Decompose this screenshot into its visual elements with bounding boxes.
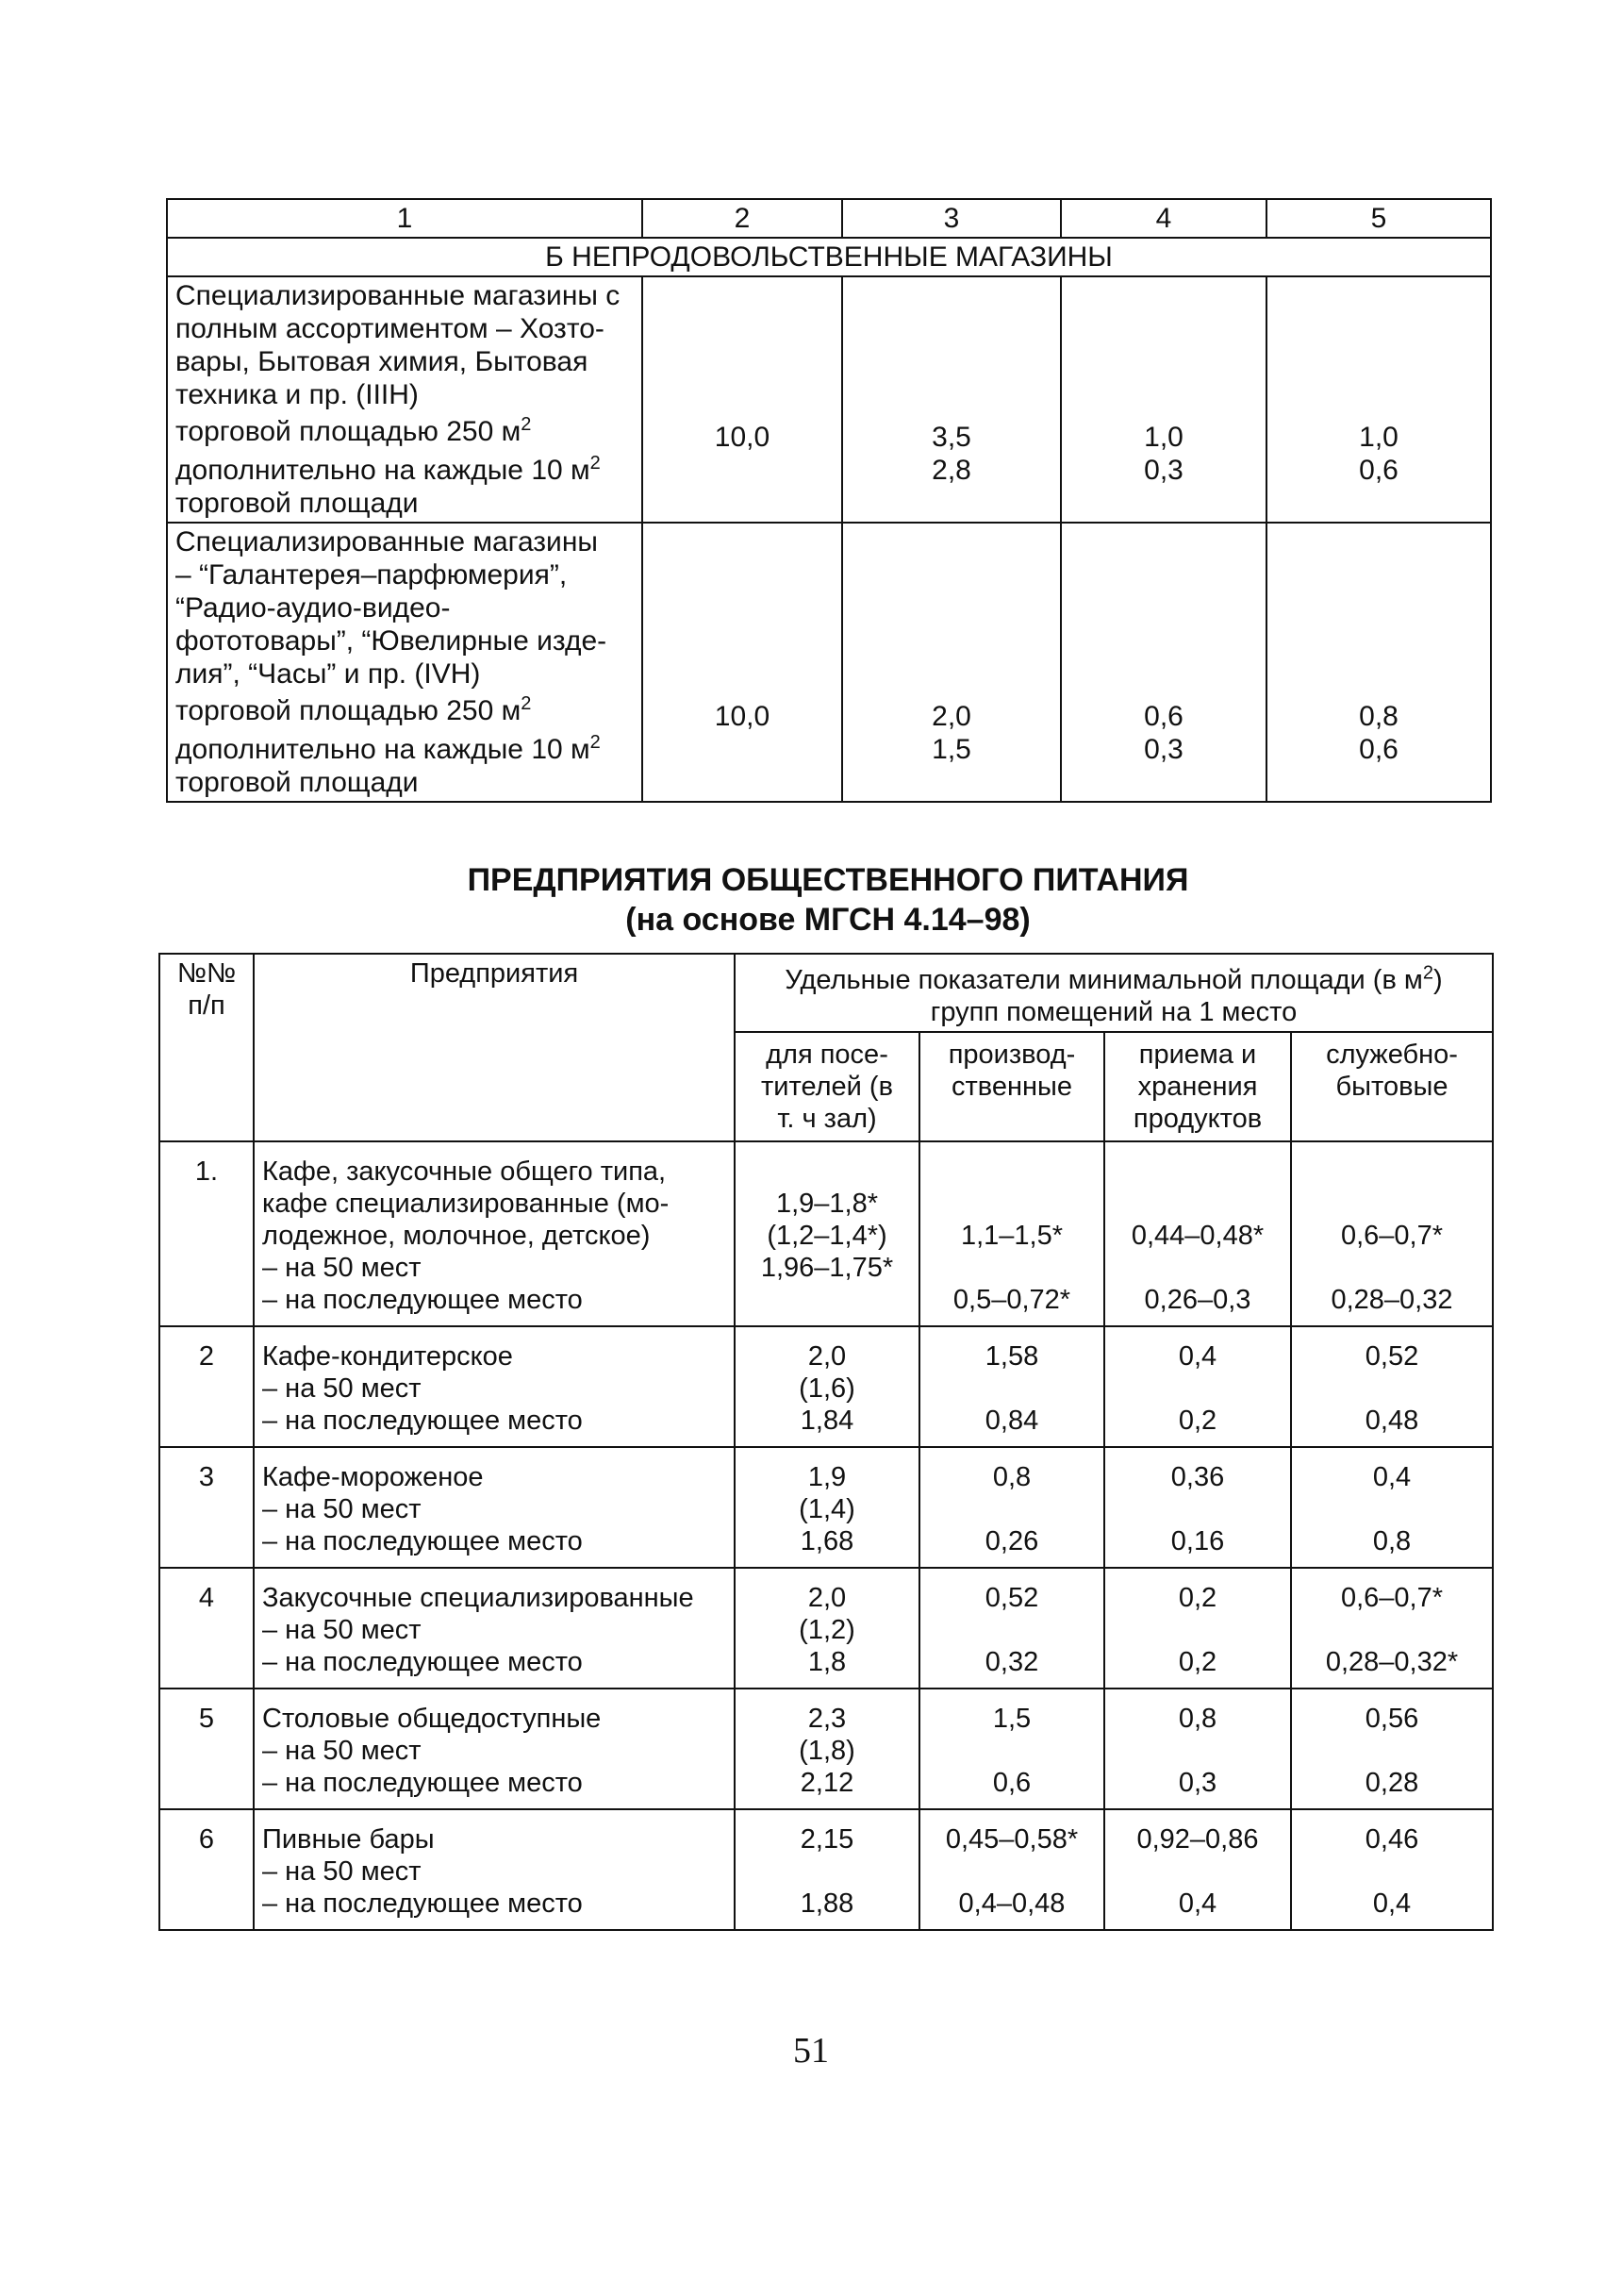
col-number: 2 [642,199,842,238]
subheader-production [919,1032,1104,1141]
value: 0,84 [985,1406,1039,1436]
value: 0,52 [1365,1341,1419,1372]
header-text: продуктов [1133,1104,1263,1134]
value: 0,8 [992,1462,1032,1492]
subheader-service [1291,1032,1493,1141]
value [743,1156,911,1188]
superscript: 2 [521,414,532,435]
production-value [919,1689,1104,1809]
value: 0,56 [1365,1704,1419,1734]
value [1299,1188,1484,1220]
value: 2,0 [932,701,971,732]
visitors-value [735,1141,919,1326]
section-title: Б НЕПРОДОВОЛЬСТВЕННЫЕ МАГАЗИНЫ [167,238,1491,276]
store-name-line: фототовары”, “Ювелирные изде- [175,625,607,657]
value [928,1493,1096,1525]
value-cell [1061,276,1266,523]
heading-subtitle: (на основе МГСН 4.14–98) [625,902,1031,938]
value: 10,0 [714,422,770,453]
store-name-line: Специализированные магазины [175,526,598,557]
value: 0,2 [1178,1583,1217,1613]
storage-value [1104,1568,1291,1689]
value: 0,44–0,48* [1131,1221,1265,1251]
value [1299,1493,1484,1525]
value: 0,3 [1144,734,1183,765]
value: 1,9–1,8* [775,1189,879,1219]
area-line: торговой площади [175,488,419,519]
col-number: 4 [1061,199,1266,238]
service-value [1291,1809,1493,1930]
store-name-line: техника и пр. (IIIН) [175,379,419,410]
value: (1,8) [799,1736,855,1766]
value: 1,0 [1359,422,1399,453]
value: 0,28 [1365,1768,1419,1798]
store-name-line: – “Галантерея–парфюмерия”, [175,559,568,591]
header-text: №№ [176,958,237,989]
subheader-storage [1104,1032,1291,1141]
name-line: Кафе-кондитерское [262,1341,513,1372]
value: 0,6 [1359,734,1399,765]
value: 0,26 [985,1526,1039,1556]
value [1113,1735,1283,1767]
service-value [1291,1689,1493,1809]
value [1299,1614,1484,1646]
area-label: дополнительно на каждые 10 м [175,734,590,765]
value: 0,8 [1372,1526,1412,1556]
value: (1,2–1,4*) [767,1221,887,1251]
value: 0,3 [1144,455,1183,486]
row-number: 1. [159,1141,254,1326]
storage-value [1104,1141,1291,1326]
value: 0,2 [1178,1406,1217,1436]
value: 0,8 [1359,701,1399,732]
header-text: служебно- [1326,1040,1458,1070]
value [1299,1373,1484,1405]
enterprise-name [254,1326,735,1447]
table-row [167,523,1491,802]
enterprise-name [254,1447,735,1568]
area-label: торговой площадью 250 м [175,695,521,726]
value [928,1373,1096,1405]
section-heading [166,860,1490,940]
area-line [175,454,634,487]
value [1113,1252,1283,1284]
row-number: 6 [159,1809,254,1930]
value [928,1252,1096,1284]
value: (1,2) [799,1615,855,1645]
name-line: – на 50 мест [262,1253,422,1283]
header-text: т. ч зал) [777,1104,877,1134]
value: 2,3 [807,1704,847,1734]
superscript: 2 [589,732,601,753]
value: 0,4–0,48 [958,1888,1066,1919]
visitors-value [735,1689,919,1809]
enterprise-name [254,1568,735,1689]
header-text: хранения [1137,1072,1258,1102]
heading-title: ПРЕДПРИЯТИЯ ОБЩЕСТВЕННОГО ПИТАНИЯ [467,862,1189,898]
value: 1,96–1,75* [760,1253,894,1283]
production-value [919,1447,1104,1568]
value: 0,45–0,58* [945,1824,1079,1855]
value: 1,1–1,5* [960,1221,1064,1251]
value: 0,52 [985,1583,1039,1613]
value: 1,9 [807,1462,847,1492]
value: 0,2 [1178,1647,1217,1677]
non-food-stores-table [166,198,1492,803]
value: 1,5 [932,734,971,765]
value-cell [1266,276,1491,523]
area-line [175,733,634,766]
value [928,1855,1096,1888]
value-cell [642,523,842,802]
header-text-part: Удельные показатели минимальной площади (в м [785,965,1423,995]
header-text: ственные [952,1072,1072,1102]
name-line: Пивные бары [262,1824,435,1855]
value: 1,68 [800,1526,854,1556]
row-number: 4 [159,1568,254,1689]
header-text: приема и [1138,1040,1257,1070]
value: 0,4 [1178,1888,1217,1919]
area-line [175,694,634,727]
name-line: Столовые общедоступные [262,1704,602,1734]
name-line: – на последующее место [262,1285,583,1315]
production-value [919,1809,1104,1930]
store-name-line: Специализированные магазины с [175,280,621,311]
value [928,1735,1096,1767]
value: 0,3 [1178,1768,1217,1798]
value: 0,8 [1178,1704,1217,1734]
catering-table [158,953,1494,1931]
area-line: торговой площади [175,767,419,798]
name-line: – на 50 мест [262,1494,422,1524]
area-line [175,415,634,448]
value [928,1188,1096,1220]
production-value [919,1326,1104,1447]
row-number: 2 [159,1326,254,1447]
value: 1,5 [992,1704,1032,1734]
value: 2,0 [807,1341,847,1372]
value: 0,6–0,7* [1340,1221,1444,1251]
name-line: – на 50 мест [262,1373,422,1404]
storage-value [1104,1326,1291,1447]
value-cell [1266,523,1491,802]
col-number: 3 [842,199,1061,238]
value: 0,16 [1170,1526,1225,1556]
visitors-value [735,1447,919,1568]
value [1299,1252,1484,1284]
table-row [167,276,1491,523]
store-description [167,276,642,523]
service-value [1291,1141,1493,1326]
value [1113,1188,1283,1220]
value [928,1156,1096,1188]
storage-value [1104,1447,1291,1568]
value [743,1855,911,1888]
name-line: – на 50 мест [262,1615,422,1645]
value [1113,1614,1283,1646]
name-line: – на последующее место [262,1526,583,1556]
value [1113,1493,1283,1525]
subheader-visitors [735,1032,919,1141]
value: 0,6 [992,1768,1032,1798]
name-line: Кафе-мороженое [262,1462,484,1492]
value: 0,6 [1144,701,1183,732]
col-number: 5 [1266,199,1491,238]
table-row [159,1568,1493,1689]
value [1113,1855,1283,1888]
value: 2,0 [807,1583,847,1613]
value: 1,88 [800,1888,854,1919]
table-row [159,1689,1493,1809]
enterprises-header: Предприятия [254,954,735,1141]
name-line: лодежное, молочное, детское) [262,1221,651,1251]
header-text [743,964,1484,996]
visitors-value [735,1809,919,1930]
name-line: – на 50 мест [262,1736,422,1766]
header-text-part: ) [1432,965,1443,995]
name-line: – на последующее место [262,1768,583,1798]
store-name-line: лия”, “Часы” и пр. (IVН) [175,658,481,690]
value [1113,1373,1283,1405]
number-header [159,954,254,1141]
header-text: для посе- [766,1040,888,1070]
col-number: 1 [167,199,642,238]
value: 0,32 [985,1647,1039,1677]
value [1113,1156,1283,1188]
value: 10,0 [714,701,770,732]
name-line: Кафе, закусочные общего типа, [262,1156,667,1187]
table-row [159,1809,1493,1930]
name-line: – на последующее место [262,1888,583,1919]
header-text: производ- [948,1040,1076,1070]
value: 0,46 [1365,1824,1419,1855]
value: 0,6–0,7* [1340,1583,1444,1613]
superscript: 2 [521,693,532,714]
value: 0,28–0,32 [1331,1285,1453,1315]
service-value [1291,1568,1493,1689]
production-value [919,1141,1104,1326]
column-number-row [167,199,1491,238]
table-row [159,1447,1493,1568]
table-row [159,1141,1493,1326]
value [1299,1855,1484,1888]
superscript: 2 [589,453,601,474]
value: 1,8 [807,1647,847,1677]
value: 1,84 [800,1406,854,1436]
section-title-row [167,238,1491,276]
store-name-line: полным ассортиментом – Хозто- [175,313,604,344]
value: 0,36 [1170,1462,1225,1492]
value: 0,6 [1359,455,1399,486]
name-line: – на последующее место [262,1647,583,1677]
value: 0,48 [1365,1406,1419,1436]
enterprise-name [254,1141,735,1326]
store-description [167,523,642,802]
area-label: торговой площадью 250 м [175,416,521,447]
value: 2,8 [932,455,971,486]
value: 1,58 [985,1341,1039,1372]
value: 1,0 [1144,422,1183,453]
production-value [919,1568,1104,1689]
value: (1,4) [799,1494,855,1524]
name-line: – на последующее место [262,1406,583,1436]
value [1299,1735,1484,1767]
value [1299,1156,1484,1188]
value-cell [842,276,1061,523]
value-cell [1061,523,1266,802]
group-header [735,954,1493,1032]
enterprise-name [254,1809,735,1930]
value: 0,4 [1178,1341,1217,1372]
row-number: 3 [159,1447,254,1568]
store-name-line: “Радио-аудио-видео- [175,592,451,624]
value [928,1614,1096,1646]
value: 0,4 [1372,1462,1412,1492]
store-name-line: вары, Бытовая химия, Бытовая [175,346,588,377]
page-number: 51 [793,2031,829,2071]
header-text: бытовые [1335,1072,1448,1102]
visitors-value [735,1326,919,1447]
value: (1,6) [799,1373,855,1404]
value: 0,28–0,32* [1325,1647,1459,1677]
value: 3,5 [932,422,971,453]
name-line: кафе специализированные (мо- [262,1189,670,1219]
value: 0,4 [1372,1888,1412,1919]
table-row [159,1326,1493,1447]
row-number: 5 [159,1689,254,1809]
value: 0,92–0,86 [1136,1824,1259,1855]
name-line: – на 50 мест [262,1856,422,1887]
area-label: дополнительно на каждые 10 м [175,455,590,486]
storage-value [1104,1689,1291,1809]
header-text: тителей (в [761,1072,893,1102]
value: 0,26–0,3 [1144,1285,1251,1315]
storage-value [1104,1809,1291,1930]
visitors-value [735,1568,919,1689]
header-text: п/п [188,990,225,1021]
header-text: групп помещений на 1 место [930,997,1298,1027]
value: 2,15 [800,1824,854,1855]
header-row [159,954,1493,1032]
enterprise-name [254,1689,735,1809]
value-cell [642,276,842,523]
value: 0,5–0,72* [952,1285,1071,1315]
value: 2,12 [800,1768,854,1798]
superscript: 2 [1422,962,1433,984]
service-value [1291,1447,1493,1568]
value-cell [842,523,1061,802]
name-line: Закусочные специализированные [262,1583,694,1613]
service-value [1291,1326,1493,1447]
